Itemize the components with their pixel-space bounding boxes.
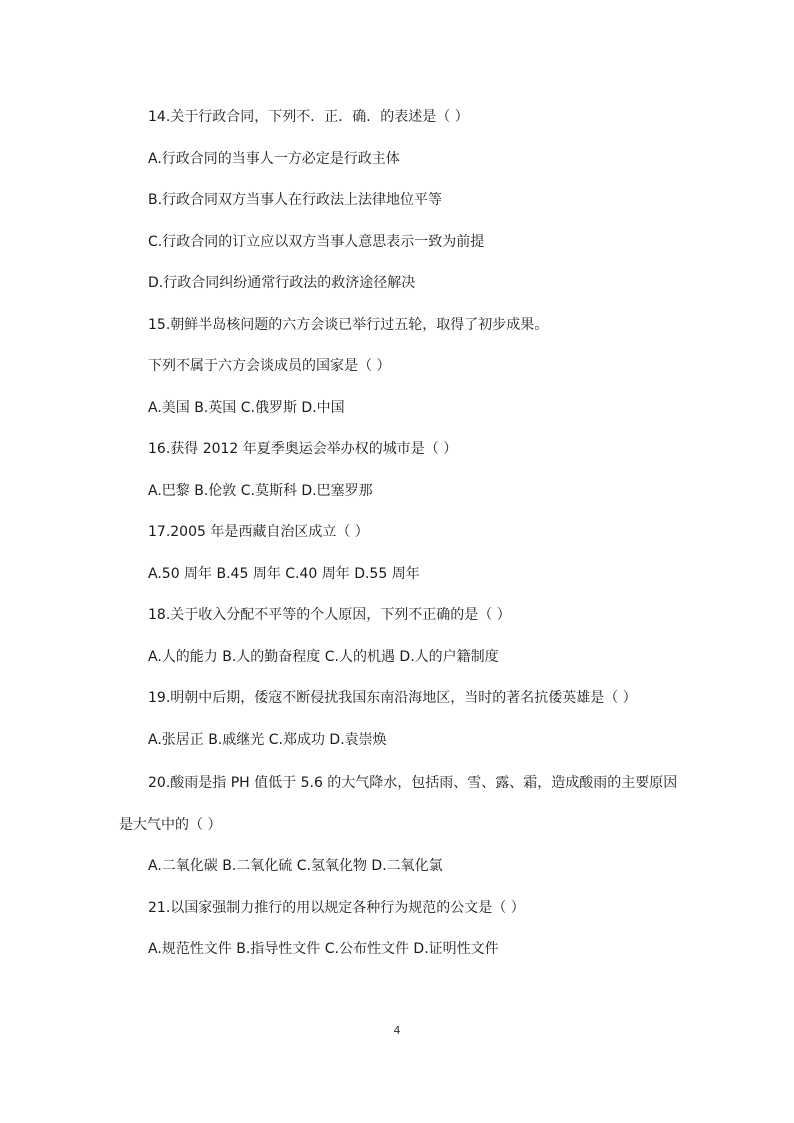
q15-options: A.美国 B.英国 C.俄罗斯 D.中国 (148, 400, 345, 416)
q14-option-a: A.行政合同的当事人一方必定是行政主体 (148, 151, 400, 167)
question-17: 17.2005 年是西藏自治区成立（ ） (148, 524, 369, 540)
q16-options: A.巴黎 B.伦敦 C.莫斯科 D.巴塞罗那 (148, 483, 373, 499)
question-15-continued: 下列不属于六方会谈成员的国家是（ ） (148, 358, 391, 374)
q14-option-c: C.行政合同的订立应以双方当事人意思表示一致为前提 (148, 234, 485, 250)
q20-options: A.二氧化碳 B.二氧化硫 C.氢氧化物 D.二氧化氯 (148, 858, 443, 874)
question-19: 19.明朝中后期，倭寇不断侵扰我国东南沿海地区，当时的著名抗倭英雄是（ ） (148, 690, 637, 706)
q14-option-b: B.行政合同双方当事人在行政法上法律地位平等 (148, 192, 443, 208)
q19-options: A.张居正 B.戚继光 C.郑成功 D.袁崇焕 (148, 732, 387, 748)
question-20: 20.酸雨是指 PH 值低于 5.6 的大气降水，包括雨、雪、露、霜，造成酸雨的主要原因 (148, 775, 678, 791)
q21-options: A.规范性文件 B.指导性文件 C.公布性文件 D.证明性文件 (148, 941, 499, 957)
q18-options: A.人的能力 B.人的勤奋程度 C.人的机遇 D.人的户籍制度 (148, 649, 499, 665)
question-18: 18.关于收入分配不平等的个人原因，下列不正确的是（ ） (148, 607, 511, 623)
question-16: 16.获得 2012 年夏季奥运会举办权的城市是（ ） (148, 441, 458, 457)
question-21: 21.以国家强制力推行的用以规定各种行为规范的公文是（ ） (148, 900, 525, 916)
q17-options: A.50 周年 B.45 周年 C.40 周年 D.55 周年 (148, 566, 420, 582)
q14-option-d: D.行政合同纠纷通常行政法的救济途径解决 (148, 275, 416, 291)
page-number: 4 (393, 1024, 401, 1037)
question-20-continued: 是大气中的（ ） (119, 817, 222, 833)
question-15: 15.朝鲜半岛核问题的六方会谈已举行过五轮，取得了初步成果。 (148, 317, 549, 333)
question-14: 14.关于行政合同，下列不．正．确．的表述是（ ） (148, 109, 469, 125)
